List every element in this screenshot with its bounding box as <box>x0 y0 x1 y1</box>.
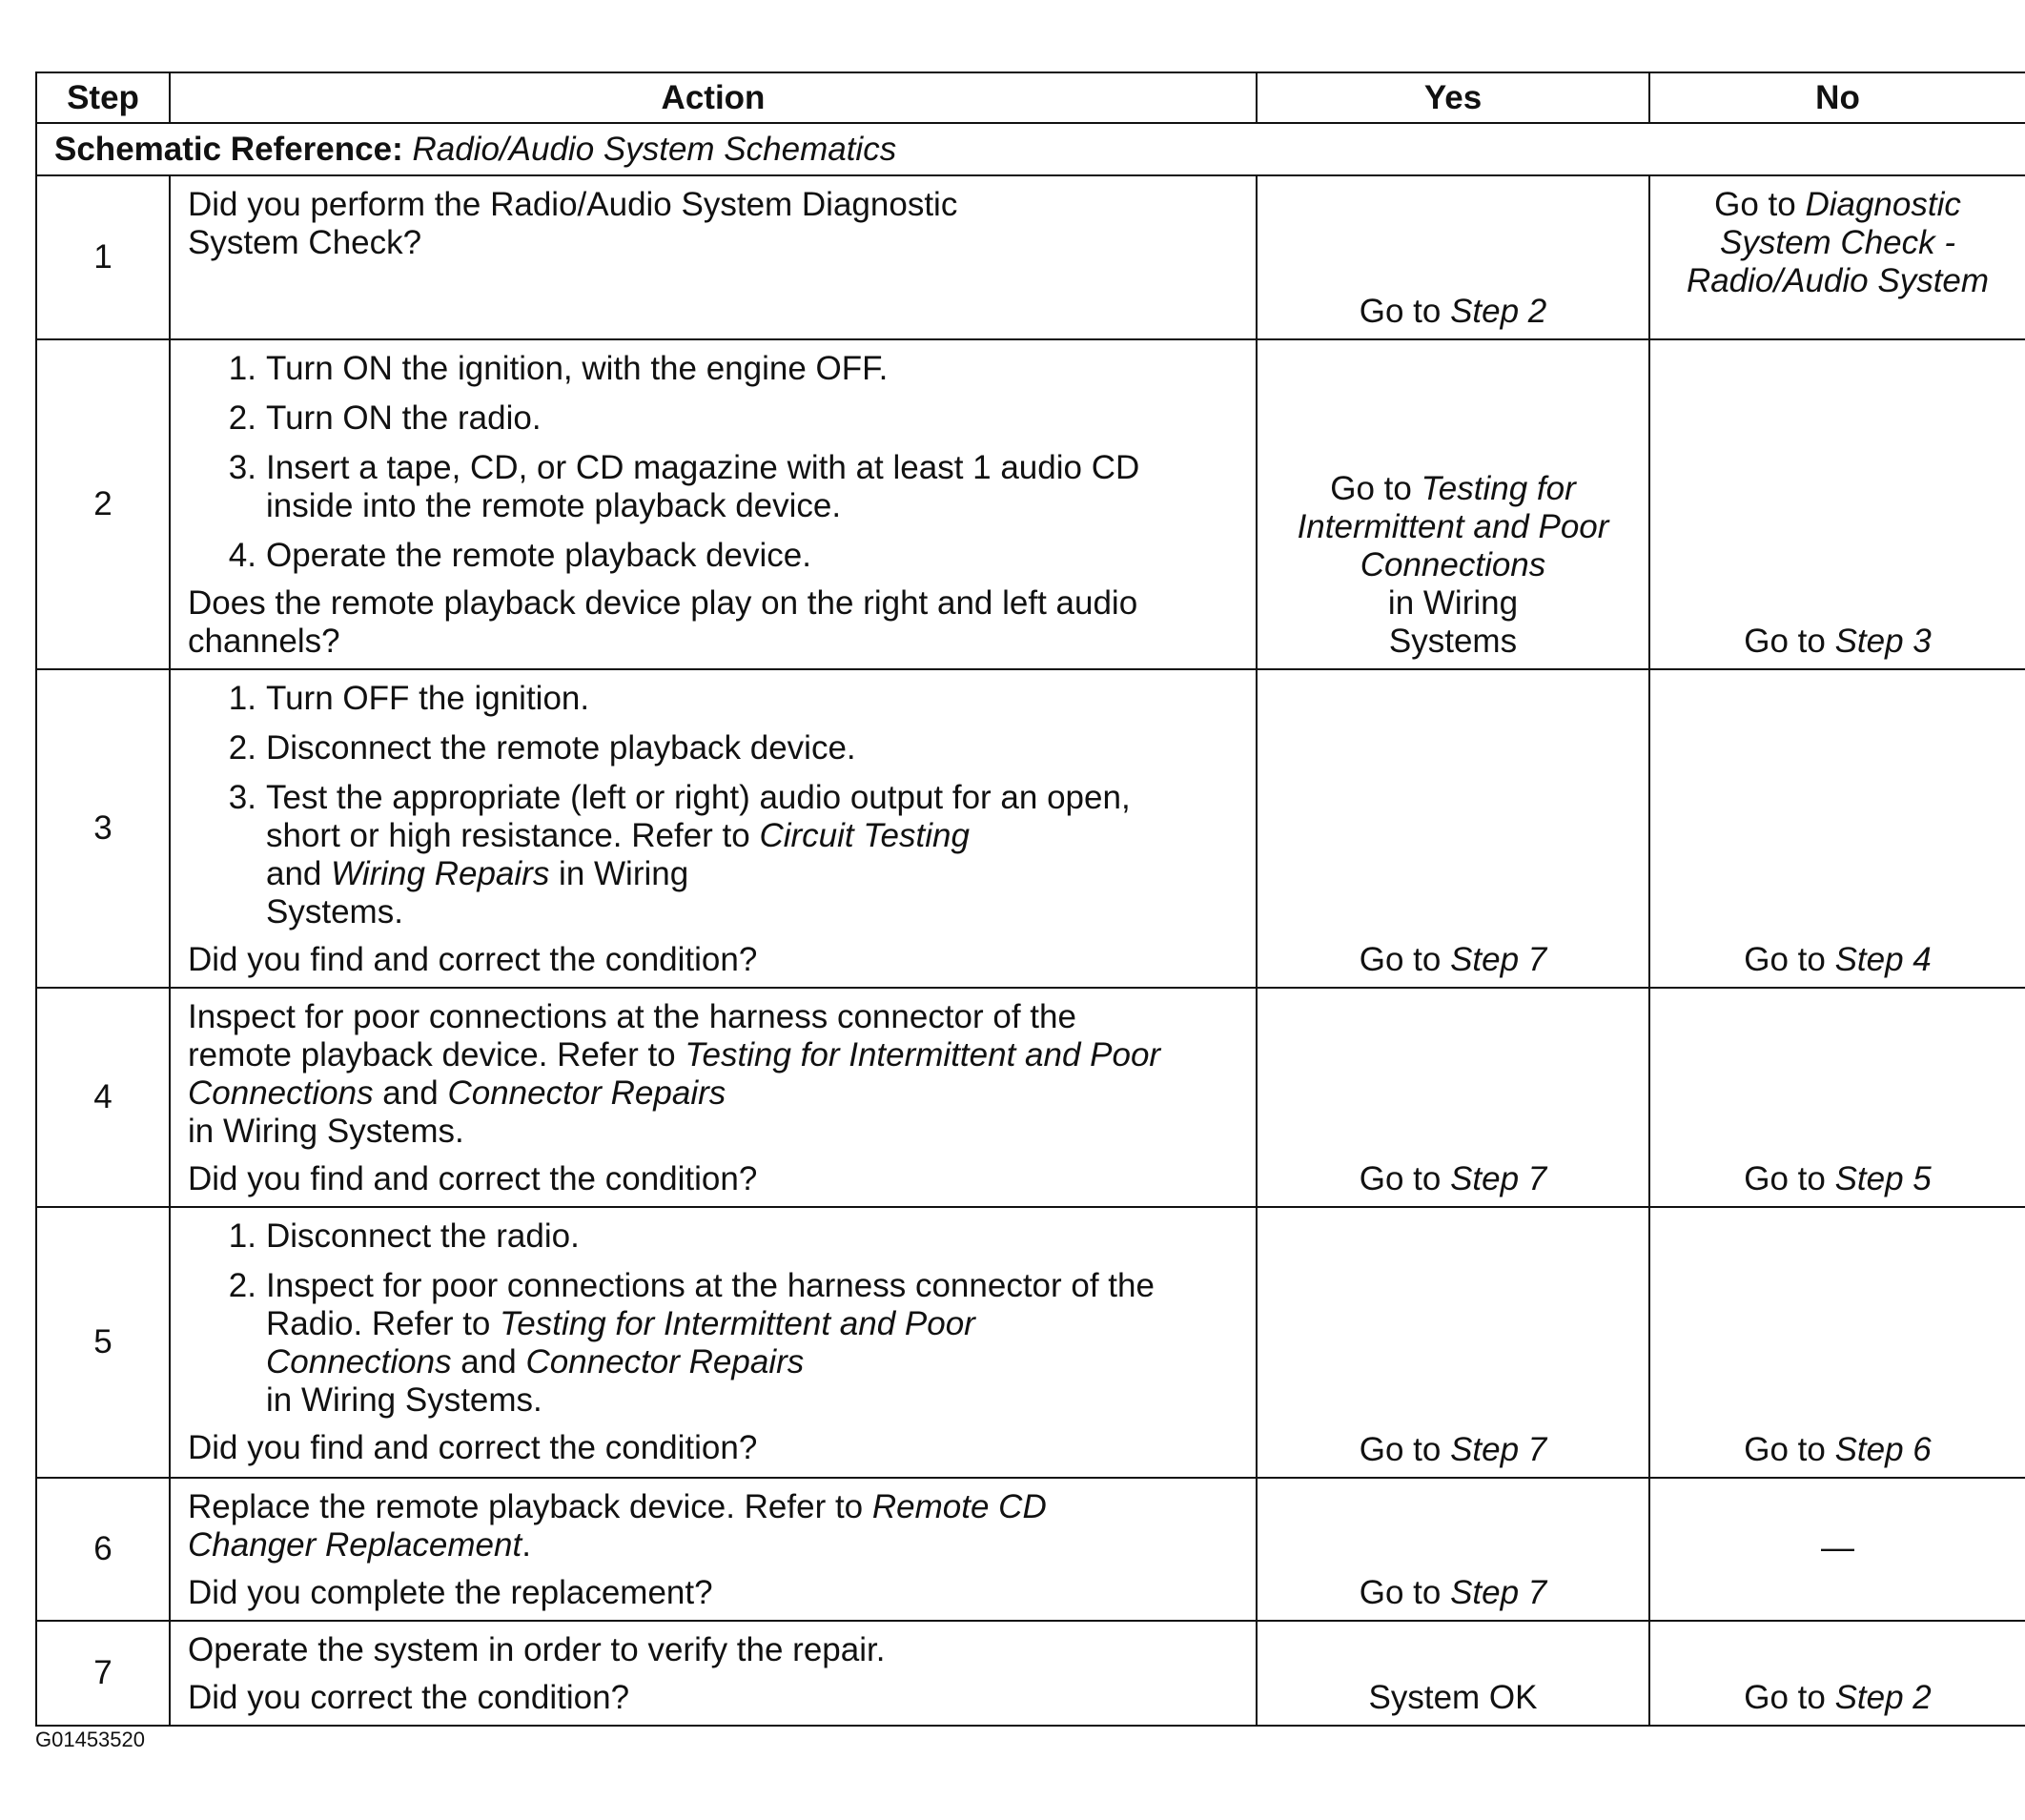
no-prefix: Go to <box>1744 1431 1835 1468</box>
action-step-text: Insert a tape, CD, or CD magazine with at least 1 audio CD inside into the remote playback device. <box>266 449 1140 524</box>
header-step: Step <box>36 72 170 123</box>
action-step-num: 1. <box>228 1217 256 1255</box>
no-prefix: Go to <box>1744 941 1835 978</box>
table-row <box>36 1621 2025 1726</box>
action-step-text: Turn OFF the ignition. <box>266 680 590 717</box>
connector-repairs-link[interactable]: Connector Repairs <box>525 1343 805 1380</box>
remote-cd-changer-replacement-link[interactable]: Remote CD Changer Replacement <box>188 1488 1047 1564</box>
action-step-text-part: Test the appropriate (left or right) audio output for an open, short or high resistance. Refer to <box>266 779 1131 854</box>
yes-cell <box>1257 1621 1649 1726</box>
action-step-num: 4. <box>228 537 256 574</box>
action-text-part: and <box>373 1074 448 1112</box>
table-row <box>36 1207 2025 1478</box>
yes-cell <box>1257 175 1649 339</box>
yes-link[interactable]: Step 2 <box>1450 293 1547 330</box>
action-step-text: Disconnect the remote playback device. <box>266 729 856 767</box>
action-step <box>188 680 1244 718</box>
action-question: Does the remote playback device play on the right and left audio channels? <box>188 584 1138 660</box>
yes-prefix: Go to <box>1359 941 1451 978</box>
action-text <box>188 998 1244 1151</box>
yes-suffix: in Wiring Systems <box>1387 584 1519 660</box>
table-row <box>36 988 2025 1207</box>
schematic-reference <box>36 123 2025 175</box>
action-step-text-part: Inspect for poor connections at the harness connector of the Radio. Refer to <box>266 1267 1155 1342</box>
yes-prefix: Go to <box>1359 293 1451 330</box>
yes-prefix: Go to <box>1330 470 1422 507</box>
yes-text: System OK <box>1368 1679 1538 1716</box>
header-no: No <box>1649 72 2025 123</box>
step-number: 4 <box>36 988 170 1207</box>
action-step-num: 1. <box>228 350 256 387</box>
connector-repairs-link[interactable]: Connector Repairs <box>447 1074 726 1112</box>
no-prefix: Go to <box>1744 1160 1835 1197</box>
action-cell <box>170 669 1257 988</box>
action-cell <box>170 1478 1257 1621</box>
action-step <box>188 1217 1244 1256</box>
no-cell <box>1649 175 2025 339</box>
table-row <box>36 339 2025 669</box>
yes-prefix: Go to <box>1359 1160 1451 1197</box>
yes-link[interactable]: Step 7 <box>1450 941 1547 978</box>
header-row <box>36 72 2025 123</box>
action-step-text <box>266 1267 1244 1420</box>
no-cell <box>1649 1478 2025 1621</box>
action-step-num: 2. <box>228 729 256 767</box>
action-step-num: 1. <box>228 680 256 717</box>
no-link[interactable]: Step 2 <box>1834 1679 1932 1716</box>
testing-intermittent-link[interactable]: Testing for Intermittent and Poor Connections <box>188 1036 1161 1112</box>
no-cell <box>1649 669 2025 988</box>
yes-link[interactable]: Testing for Intermittent and Poor Connections <box>1297 470 1609 583</box>
action-cell <box>170 1207 1257 1478</box>
no-cell <box>1649 1207 2025 1478</box>
yes-link[interactable]: Step 7 <box>1450 1160 1547 1197</box>
header-yes: Yes <box>1257 72 1649 123</box>
action-question: Did you perform the Radio/Audio System Diagnostic System Check? <box>188 186 958 261</box>
yes-cell <box>1257 988 1649 1207</box>
no-cell <box>1649 1621 2025 1726</box>
no-cell <box>1649 988 2025 1207</box>
no-link[interactable]: Step 6 <box>1834 1431 1932 1468</box>
table-row <box>36 175 2025 339</box>
no-cell <box>1649 339 2025 669</box>
action-step <box>188 449 1244 525</box>
step-number: 5 <box>36 1207 170 1478</box>
schematic-reference-label: Schematic Reference: <box>54 130 403 168</box>
action-step <box>188 779 1244 931</box>
yes-cell <box>1257 339 1649 669</box>
no-link[interactable]: Step 5 <box>1834 1160 1932 1197</box>
action-step <box>188 350 1244 388</box>
action-step-text: Turn ON the ignition, with the engine OFF. <box>266 350 889 387</box>
schematic-reference-row <box>36 123 2025 175</box>
no-prefix: Go to <box>1744 1679 1835 1716</box>
action-step-text <box>266 779 1244 931</box>
yes-link[interactable]: Step 7 <box>1450 1574 1547 1611</box>
action-step-text: Turn ON the radio. <box>266 399 542 437</box>
no-link[interactable]: Step 4 <box>1834 941 1932 978</box>
action-step-text-part: and <box>266 855 322 892</box>
action-step-text: Disconnect the radio. <box>266 1217 580 1255</box>
step-number: 7 <box>36 1621 170 1726</box>
yes-cell <box>1257 1207 1649 1478</box>
table-row <box>36 669 2025 988</box>
action-steps <box>188 350 1244 575</box>
step-number: 6 <box>36 1478 170 1621</box>
action-text-part: in Wiring Systems. <box>188 1113 464 1150</box>
yes-cell <box>1257 1478 1649 1621</box>
action-question: Did you complete the replacement? <box>188 1574 713 1611</box>
action-step-num: 3. <box>228 779 256 816</box>
no-link[interactable]: Step 3 <box>1834 623 1932 660</box>
table-row <box>36 1478 2025 1621</box>
no-prefix: Go to <box>1714 186 1806 223</box>
action-step <box>188 537 1244 575</box>
no-link[interactable]: Diagnostic System Check - Radio/Audio System <box>1686 186 1990 299</box>
action-step-text-part: and <box>451 1343 526 1380</box>
action-step <box>188 1267 1244 1420</box>
action-cell <box>170 339 1257 669</box>
action-step-text: Operate the remote playback device. <box>266 537 811 574</box>
wiring-repairs-link[interactable]: Wiring Repairs <box>331 855 550 892</box>
action-steps <box>188 680 1244 931</box>
no-prefix: Go to <box>1744 623 1835 660</box>
yes-prefix: Go to <box>1359 1431 1451 1468</box>
step-number: 3 <box>36 669 170 988</box>
action-step-text-part: in Wiring Systems. <box>266 1381 542 1419</box>
action-step <box>188 399 1244 438</box>
yes-prefix: Go to <box>1359 1574 1451 1611</box>
yes-link[interactable]: Step 7 <box>1450 1431 1547 1468</box>
testing-intermittent-link[interactable]: Testing for Intermittent and Poor Connections <box>266 1305 975 1380</box>
action-step-text-part: in Wiring Systems. <box>266 855 689 930</box>
action-question: Did you find and correct the condition? <box>188 941 758 978</box>
action-cell <box>170 988 1257 1207</box>
action-step <box>188 729 1244 767</box>
action-steps <box>188 1217 1244 1420</box>
action-step-num: 3. <box>228 449 256 486</box>
header-action: Action <box>170 72 1257 123</box>
diagnostic-table <box>35 72 2025 1727</box>
step-number: 1 <box>36 175 170 339</box>
action-step-num: 2. <box>228 1267 256 1304</box>
circuit-testing-link[interactable]: Circuit Testing <box>759 817 970 854</box>
no-dash: — <box>1821 1529 1854 1566</box>
action-text <box>188 1488 1244 1564</box>
action-question: Did you correct the condition? <box>188 1679 630 1716</box>
action-step-num: 2. <box>228 399 256 437</box>
action-text-part: Inspect for poor connections at the harness connector of the remote playback device. Refer to <box>188 998 1076 1074</box>
action-text-part: Replace the remote playback device. Refer to <box>188 1488 872 1525</box>
action-text-part: . <box>522 1526 531 1564</box>
step-number: 2 <box>36 339 170 669</box>
figure-id: G01453520 <box>35 1728 145 1751</box>
action-text: Operate the system in order to verify the repair. <box>188 1631 886 1668</box>
yes-cell <box>1257 669 1649 988</box>
action-question: Did you find and correct the condition? <box>188 1429 758 1466</box>
schematic-reference-link[interactable]: Radio/Audio System Schematics <box>412 130 897 168</box>
action-question: Did you find and correct the condition? <box>188 1160 758 1197</box>
action-cell <box>170 175 1257 339</box>
action-cell <box>170 1621 1257 1726</box>
